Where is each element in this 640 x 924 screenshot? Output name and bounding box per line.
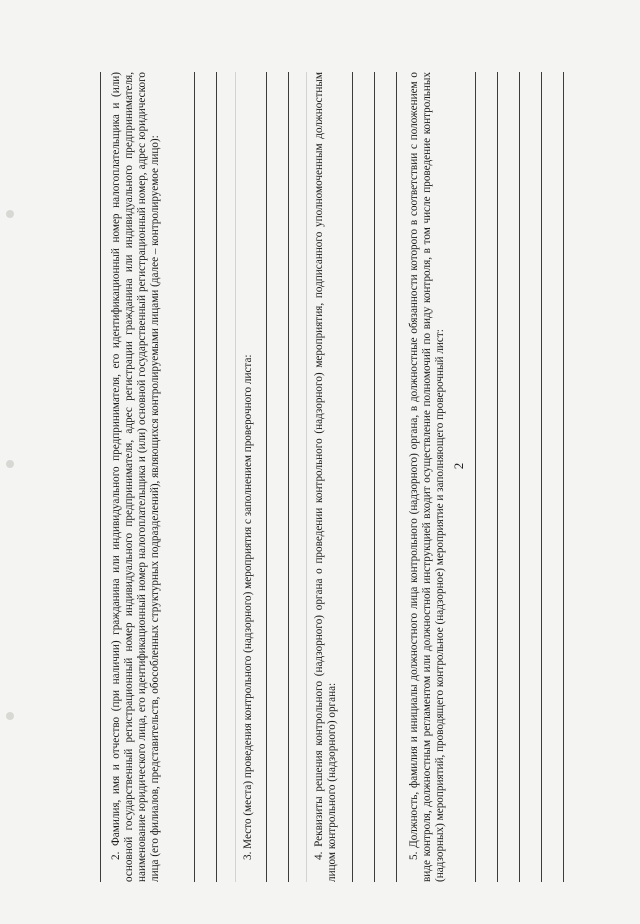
section-4 bbox=[313, 72, 339, 882]
punch-hole bbox=[6, 210, 14, 218]
fill-line bbox=[374, 72, 375, 882]
fill-line bbox=[352, 72, 353, 882]
section-5-text: 5. Должность, фамилия и инициалы должностного лица контрольного (надзорного) органа, в должностные обязанности которого в соответствии с положением о виде контроля, должностным регламентом или должностной инструкцией входит осуществление полномочий по виду контроля, в том числе проведение контрольных (надзорных) мероприятий, проводящего контрольное (надзорное) мероприятие и заполняющего проверочный лист: bbox=[408, 72, 446, 882]
form-sheet bbox=[100, 72, 580, 882]
fill-line bbox=[216, 72, 217, 882]
section-4-text: 4. Реквизиты решения контрольного (надзорного) органа о проведении контрольного (надзорного) мероприятия, подписанного уполномоченным должностным лицом контрольного (надзорного) органа: bbox=[313, 72, 338, 882]
section-2-text: 2. Фамилия, имя и отчество (при наличии) гражданина или индивидуального предпринимателя, его идентификационный номер налогоплательщика и (или) основной государственный регистрационный номер индивидуального предпринимателя, адрес регистрации гражданина или индивидуального предпринимателя, наименование юридического лица, его идентификационный номер налогоплательщика и (или) основной государственный регистрационный номер, адрес юридического лица (его филиалов, представительств, обособленных структурных подразделений), являющихся контролируемыми лицами (далее – контролируемое лицо): bbox=[110, 72, 161, 882]
rule-line bbox=[100, 72, 101, 882]
section-3 bbox=[242, 72, 255, 882]
fold-line bbox=[235, 72, 236, 882]
punch-holes bbox=[0, 0, 24, 924]
fill-line bbox=[288, 72, 289, 882]
page-number: 2 bbox=[451, 462, 466, 470]
section-2 bbox=[110, 72, 162, 882]
fill-line bbox=[194, 72, 195, 882]
fold-line bbox=[306, 72, 307, 882]
section-3-text: 3. Место (места) проведения контрольного (надзорного) мероприятия с заполнением проверочного листа: bbox=[242, 354, 254, 860]
fill-line bbox=[396, 72, 397, 882]
fill-line bbox=[519, 72, 520, 882]
fill-line bbox=[475, 72, 476, 882]
punch-hole bbox=[6, 712, 14, 720]
section-5 bbox=[408, 72, 447, 882]
fill-line bbox=[563, 72, 564, 882]
fill-line bbox=[497, 72, 498, 882]
punch-hole bbox=[6, 460, 14, 468]
fill-line bbox=[266, 72, 267, 882]
fill-line bbox=[541, 72, 542, 882]
